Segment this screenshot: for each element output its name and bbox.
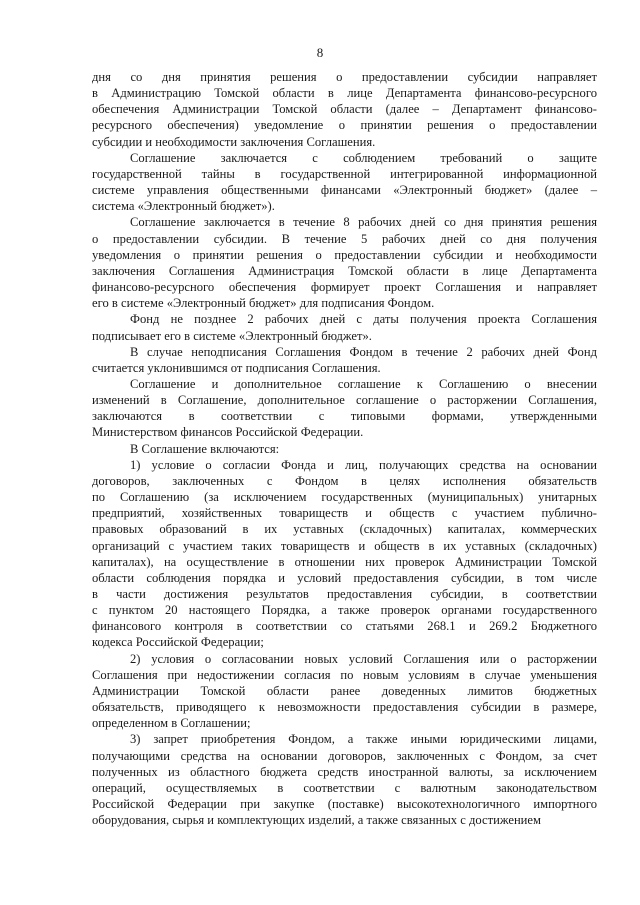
text-line: о предоставлении субсидии. В течение 5 рабочих дней со дня получения — [92, 231, 597, 246]
text-line: заключаются в соответствии с типовыми формами, утвержденными — [92, 409, 597, 424]
text-line: 3) запрет приобретения Фондом, а также иными юридическими лицами, — [130, 732, 597, 747]
text-line: ресурсного обеспечения) уведомление о принятии решения о предоставлении — [92, 118, 597, 133]
text-line: его в системе «Электронный бюджет» для подписания Фондом. — [92, 296, 435, 311]
text-line: дня со дня принятия решения о предоставлении субсидии направляет — [92, 70, 597, 84]
text-line: 2) условия о согласовании новых условий Соглашения или о расторжении — [130, 651, 597, 666]
text-line: финансового контроля в соответствии со статьями 268.1 и 269.2 Бюджетного — [92, 619, 597, 634]
text-line: определенном в Соглашении; — [92, 716, 251, 731]
text-line: операций, осуществляемых в соответствии с валютным законодательством — [92, 780, 597, 795]
text-line: Администрации Томской области ранее доведенных лимитов бюджетных — [92, 683, 597, 698]
paragraph — [92, 311, 597, 343]
text-line: В Соглашение включаются: — [130, 441, 280, 456]
text-line: Российской Федерации при закупке (поставке) высокотехнологичного импортного — [92, 797, 597, 812]
text-line: системе управления общественными финансами «Электронный бюджет» (далее – — [92, 183, 597, 198]
paragraph — [92, 69, 597, 150]
text-line: Фонд не позднее 2 рабочих дней с даты получения проекта Соглашения — [130, 312, 597, 327]
text-line: в части достижения результатов предоставления субсидии, в соответствии — [92, 587, 597, 601]
paragraph — [92, 457, 597, 651]
text-line: договоров, заключенных с Фондом в целях исполнения обязательств — [92, 473, 597, 488]
text-line: правовых образований в их уставных (складочных) капиталах, коммерческих — [92, 522, 597, 537]
text-line: обеспечения Администрации Томской области (далее – Департамент финансово- — [92, 102, 597, 117]
text-line: заключения Соглашения Администрация Томской области в лице Департамента — [92, 263, 597, 278]
text-line: финансово-ресурсного обеспечения формирует проект Соглашения и направляет — [92, 280, 597, 295]
page-number: 8 — [316, 45, 324, 60]
text-line: считается уклонившимся от подписания Соглашения. — [92, 360, 381, 375]
text-line: предприятий, хозяйственных товариществ и обществ с участием публично- — [92, 506, 597, 521]
text-line: государственной тайны в государственной интегрированной информационной — [92, 166, 597, 181]
text-line: изменений в Соглашение, дополнительное соглашение о расторжении Соглашения, — [92, 393, 597, 408]
paragraph — [92, 214, 597, 311]
text-line: капиталах), на осуществление в отношении них проверок Администрации Томской — [92, 554, 597, 569]
text-line: по Соглашению (за исключением государственных (муниципальных) унитарных — [92, 490, 597, 505]
paragraph — [92, 150, 597, 215]
text-line: кодекса Российской Федерации; — [92, 635, 264, 650]
text-line: в Администрацию Томской области в лице Департамента финансово-ресурсного — [92, 86, 597, 101]
text-line: Министерством финансов Российской Федерации. — [92, 425, 364, 440]
text-line: оборудования, сырья и комплектующих изделий, а также связанных с достижением — [92, 813, 541, 828]
text-line: Соглашение заключается в течение 8 рабочих дней со дня принятия решения — [130, 215, 597, 230]
text-line: В случае неподписания Соглашения Фондом в течение 2 рабочих дней Фонд — [130, 344, 597, 359]
text-line: области соблюдения порядка и условий предоставления субсидии, в том числе — [92, 570, 597, 585]
paragraph — [92, 651, 597, 732]
text-line: обязательств, приводящего к невозможности предоставления субсидии в размере, — [92, 700, 597, 715]
text-line: уведомления о принятии решения о предоставлении субсидии и необходимости — [92, 247, 597, 262]
text-line: субсидии и необходимости заключения Соглашения. — [92, 134, 376, 149]
paragraph — [92, 376, 597, 441]
text-line: Соглашения при недостижении согласия по новым условиям в случае уменьшения — [92, 667, 597, 682]
text-line: с пунктом 20 настоящего Порядка, а также проверок органами государственного — [92, 603, 597, 618]
text-line: подписывает его в системе «Электронный бюджет». — [92, 328, 372, 343]
text-line: организаций с участием таких товариществ и обществ в их уставных (складочных) — [92, 538, 597, 553]
text-line: система «Электронный бюджет»). — [92, 199, 275, 214]
document-body — [92, 69, 597, 828]
paragraph — [92, 441, 597, 457]
text-line: полученных из областного бюджета средств иностранной валюты, за исключением — [92, 764, 597, 779]
paragraph — [92, 731, 597, 828]
text-line: Соглашение заключается с соблюдением требований о защите — [130, 150, 597, 165]
text-line: получающими средства на основании договоров, заключенных с Фондом, за счет — [92, 748, 597, 763]
text-line: 1) условие о согласии Фонда и лиц, получающих средства на основании — [130, 457, 597, 472]
text-line: Соглашение и дополнительное соглашение к Соглашению о внесении — [130, 376, 597, 391]
paragraph — [92, 344, 597, 376]
